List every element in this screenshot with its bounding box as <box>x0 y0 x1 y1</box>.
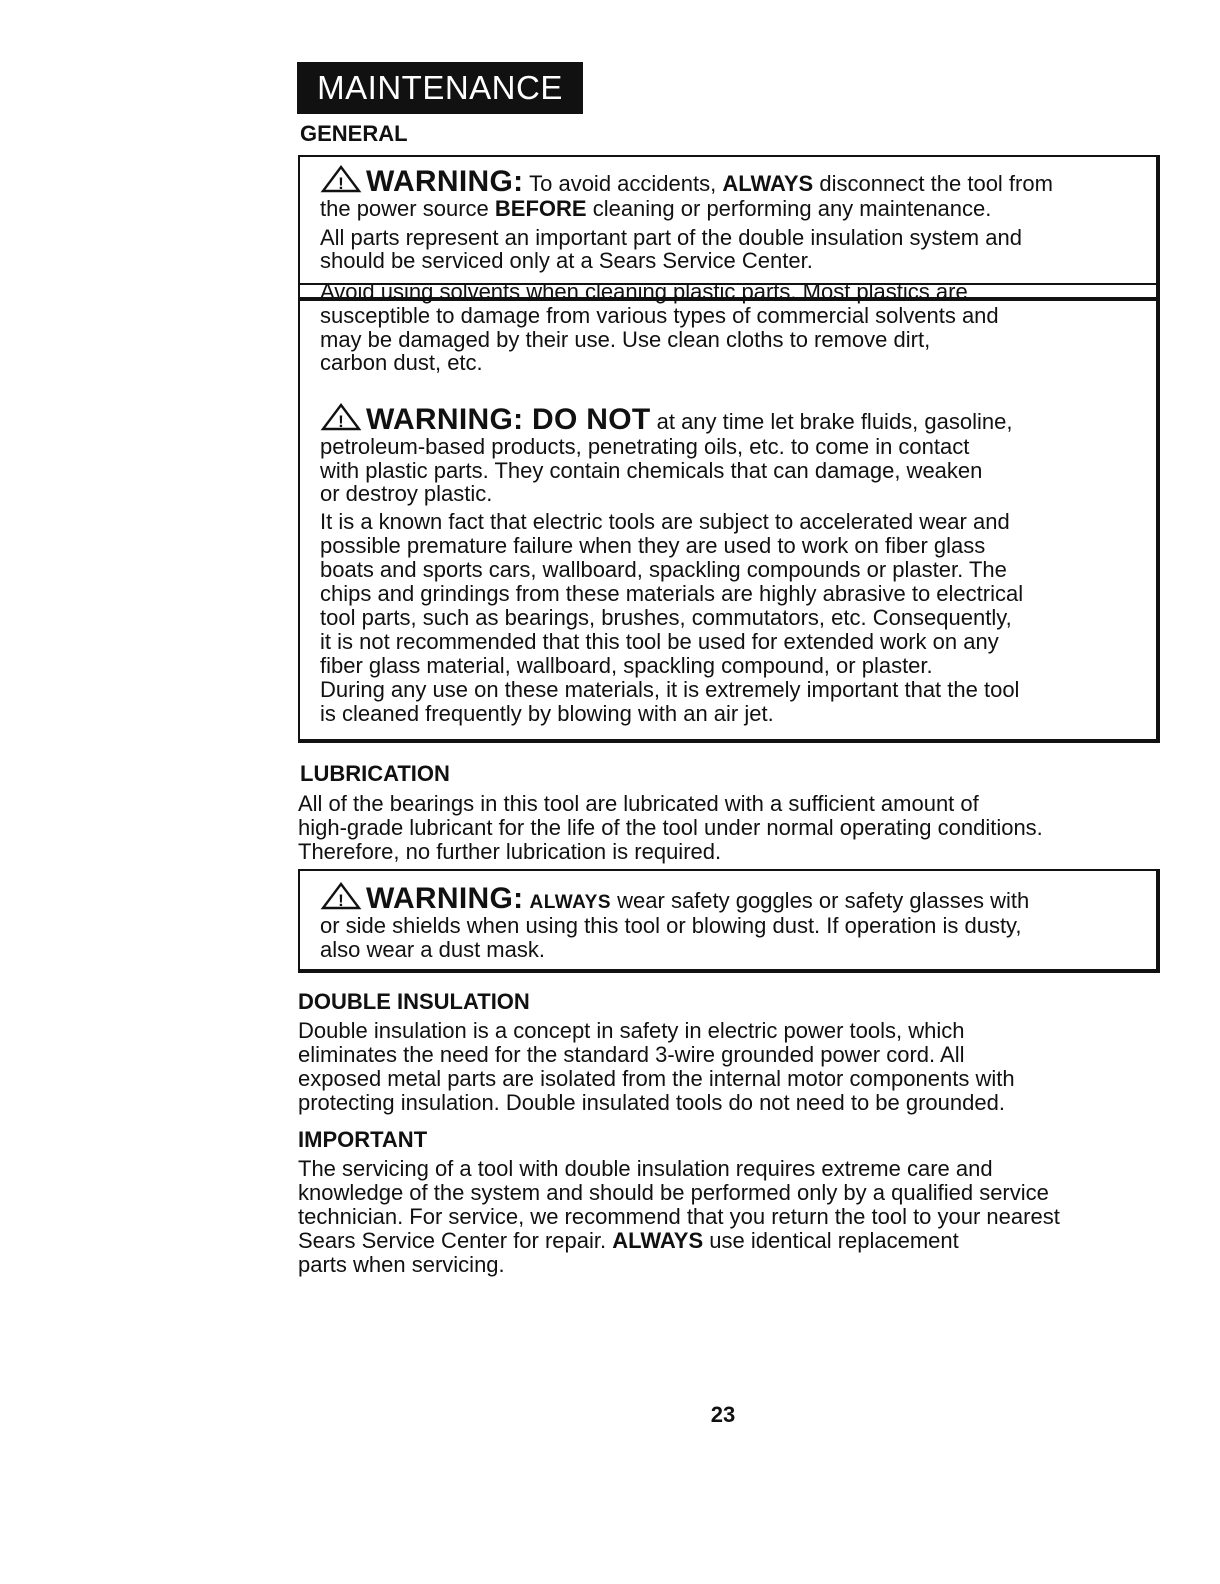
body-line: Sears Service Center for repair. ALWAYS use identical replacement <box>298 1228 959 1253</box>
section-title: MAINTENANCE <box>297 62 583 114</box>
body-line: may be damaged by their use. Use clean cloths to remove dirt, <box>320 327 931 352</box>
warning-line: ! WARNING: ALWAYS wear safety goggles or safety glasses with <box>320 882 1029 915</box>
body-line: carbon dust, etc. <box>320 350 483 375</box>
svg-text:!: ! <box>338 891 344 910</box>
warning-box-goggles <box>298 869 1160 973</box>
body-line: chips and grindings from these materials are highly abrasive to electrical <box>320 581 1024 606</box>
svg-text:!: ! <box>338 174 344 193</box>
body-line: is cleaned frequently by blowing with an air jet. <box>320 701 774 726</box>
body-line: fiber glass material, wallboard, spackling compound, or plaster. <box>320 653 933 678</box>
body-line: or destroy plastic. <box>320 481 493 506</box>
body-line: it is not recommended that this tool be used for extended work on any <box>320 629 999 654</box>
body-line: All parts represent an important part of the double insulation system and <box>320 225 1022 250</box>
body-line: petroleum-based products, penetrating oils, etc. to come in contact <box>320 434 970 459</box>
body-line: During any use on these materials, it is extremely important that the tool <box>320 677 1020 702</box>
body-line: with plastic parts. They contain chemicals that can damage, weaken <box>320 458 983 483</box>
body-line: exposed metal parts are isolated from the internal motor components with <box>298 1066 1015 1091</box>
body-line: also wear a dust mask. <box>320 937 545 962</box>
body-line: high-grade lubricant for the life of the tool under normal operating conditions. <box>298 815 1043 840</box>
body-line: possible premature failure when they are used to work on fiber glass <box>320 533 986 558</box>
warning-triangle-icon <box>320 882 362 910</box>
body-line: Double insulation is a concept in safety in electric power tools, which <box>298 1018 965 1043</box>
body-line: protecting insulation. Double insulated tools do not need to be grounded. <box>298 1090 1005 1115</box>
body-line: eliminates the need for the standard 3-wire grounded power cord. All <box>298 1042 965 1067</box>
body-line: It is a known fact that electric tools are subject to accelerated wear and <box>320 509 1010 534</box>
body-line: or side shields when using this tool or blowing dust. If operation is dusty, <box>320 913 1022 938</box>
body-line: The servicing of a tool with double insulation requires extreme care and <box>298 1156 993 1181</box>
body-line: Therefore, no further lubrication is required. <box>298 839 722 864</box>
warning-line: ! WARNING: DO NOT at any time let brake fluids, gasoline, <box>320 403 1012 434</box>
double-insulation-heading: DOUBLE INSULATION <box>298 989 530 1014</box>
lubrication-heading: LUBRICATION <box>300 761 450 786</box>
body-line: tool parts, such as bearings, brushes, commutators, etc. Consequently, <box>320 605 1012 630</box>
body-line: All of the bearings in this tool are lubricated with a sufficient amount of <box>298 791 979 816</box>
body-line: technician. For service, we recommend that you return the tool to your nearest <box>298 1204 1060 1229</box>
warning-line: the power source BEFORE cleaning or performing any maintenance. <box>320 196 992 221</box>
svg-text:!: ! <box>338 412 344 431</box>
warning-box-solvents <box>298 283 1160 743</box>
body-line: knowledge of the system and should be performed only by a qualified service <box>298 1180 1049 1205</box>
body-line: susceptible to damage from various types of commercial solvents and <box>320 303 999 328</box>
body-line: boats and sports cars, wallboard, spackling compounds or plaster. The <box>320 557 1007 582</box>
warning-box-general <box>298 155 1160 375</box>
body-line: should be serviced only at a Sears Service Center. <box>320 248 813 273</box>
page-number: 23 <box>710 1402 736 1427</box>
warning-triangle-icon <box>320 403 362 431</box>
body-line: Avoid using solvents when cleaning plastic parts. Most plastics are <box>320 279 968 304</box>
warning-triangle-icon <box>320 165 362 193</box>
warning-line: ! WARNING: To avoid accidents, ALWAYS disconnect the tool from <box>320 165 1053 196</box>
body-line: parts when servicing. <box>298 1252 505 1277</box>
important-heading: IMPORTANT <box>298 1127 428 1152</box>
general-heading: GENERAL <box>300 121 408 146</box>
